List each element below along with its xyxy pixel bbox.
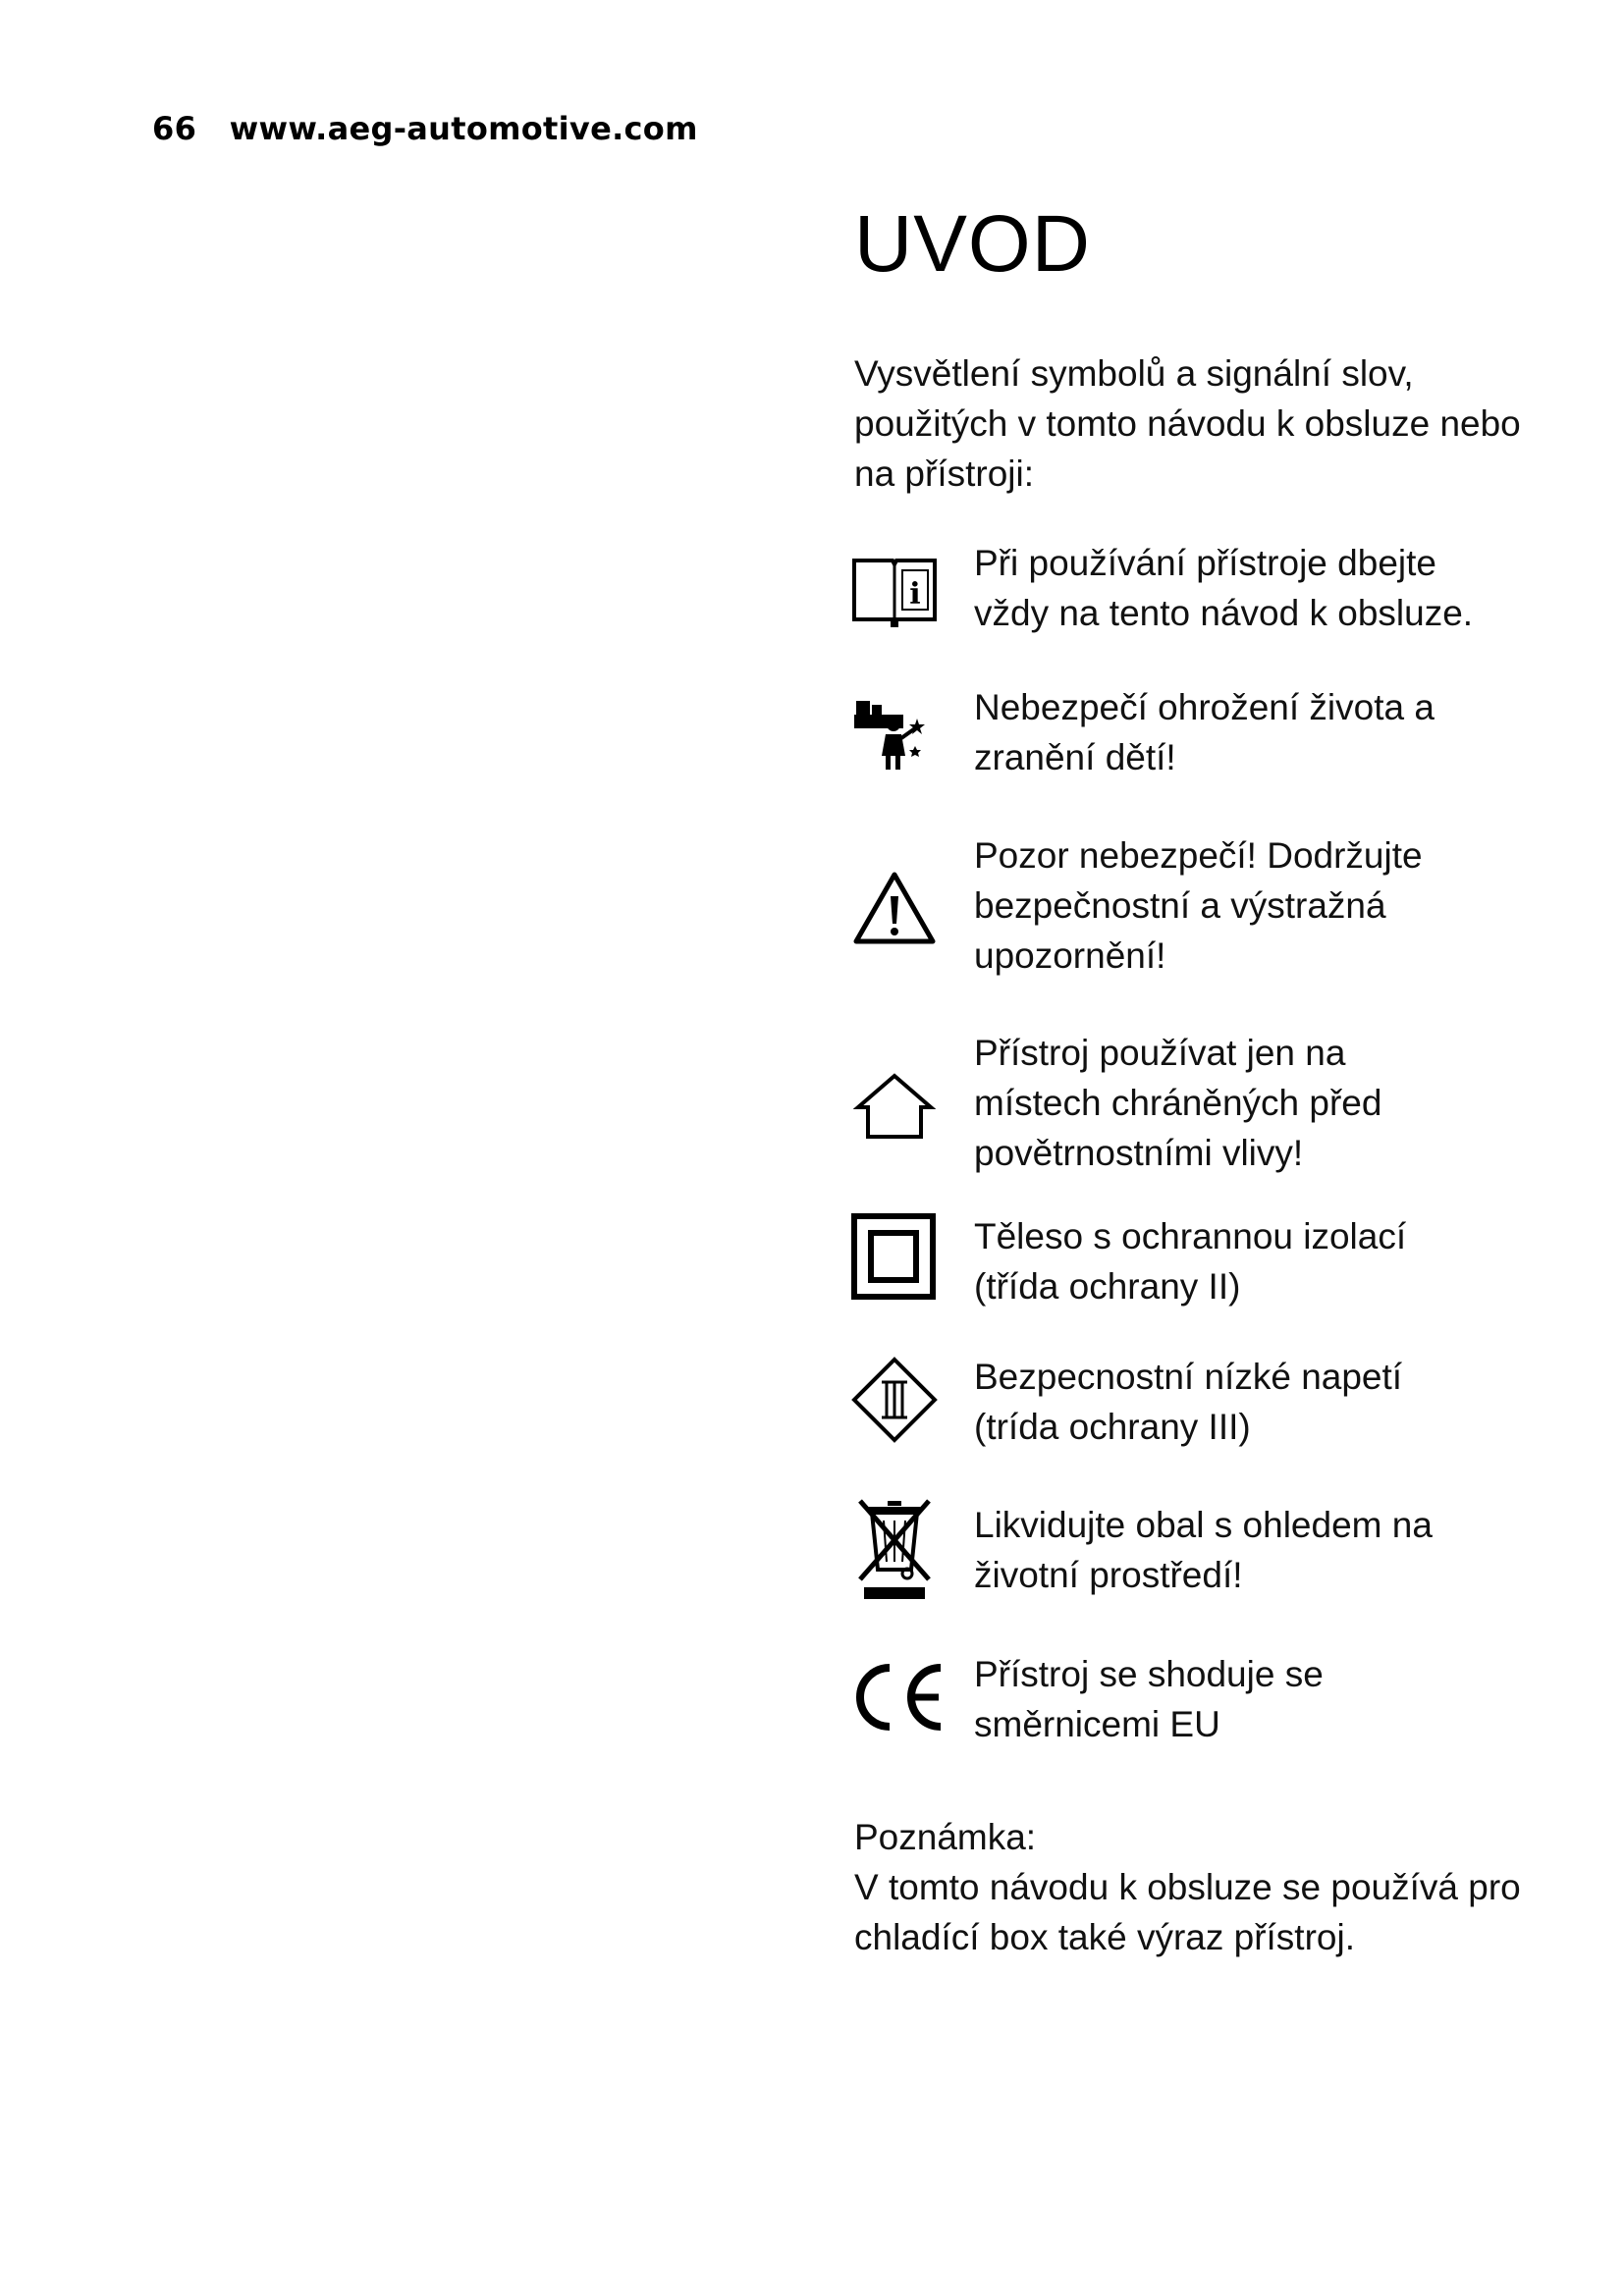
weee-disposal-icon [850, 1494, 939, 1604]
child-danger-icon [850, 690, 939, 778]
symbol-text: Přístroj používat jen na místech chráněných před povětrnostními vlivy! [974, 1033, 1382, 1173]
symbol-text: Likvidujte obal s ohledem na životní prostředí! [974, 1505, 1433, 1595]
page-title: UVOD [854, 199, 1091, 289]
symbol-text: Nebezpečí ohrožení života a zranění dětí! [974, 687, 1435, 777]
svg-text:i: i [909, 577, 921, 612]
website-link[interactable]: www.aeg-automotive.com [229, 110, 698, 147]
warning-triangle-icon [850, 864, 939, 952]
intro-paragraph: Vysvětlení symbolů a signální slov, použitých v tomto návodu k obsluze nebo na přístroji: [854, 353, 1521, 494]
symbol-text: Při používání přístroje dbejte vždy na tento návod k obsluze. [974, 543, 1474, 633]
ce-mark-icon [850, 1653, 948, 1741]
note-section [854, 1812, 1542, 1962]
symbol-text: Bezpecnostní nízké napetí (trída ochrany III) [974, 1357, 1403, 1447]
page-number: 66 [152, 110, 197, 147]
note-text: V tomto návodu k obsluze se používá pro chladící box také výraz přístroj. [854, 1867, 1521, 1957]
class-iii-low-voltage-icon [850, 1356, 939, 1444]
page-header [152, 110, 698, 147]
manual-info-icon [850, 546, 939, 634]
symbol-text: Pozor nebezpečí! Dodržujte bezpečnostní a výstražná upozornění! [974, 835, 1423, 976]
symbol-text: Přístroj se shoduje se směrnicemi EU [974, 1654, 1324, 1744]
symbol-text: Těleso s ochrannou izolací (třída ochrany II) [974, 1216, 1407, 1307]
class-ii-insulation-icon [850, 1212, 939, 1301]
note-label: Poznámka: [854, 1817, 1037, 1857]
indoor-house-icon [850, 1061, 939, 1149]
